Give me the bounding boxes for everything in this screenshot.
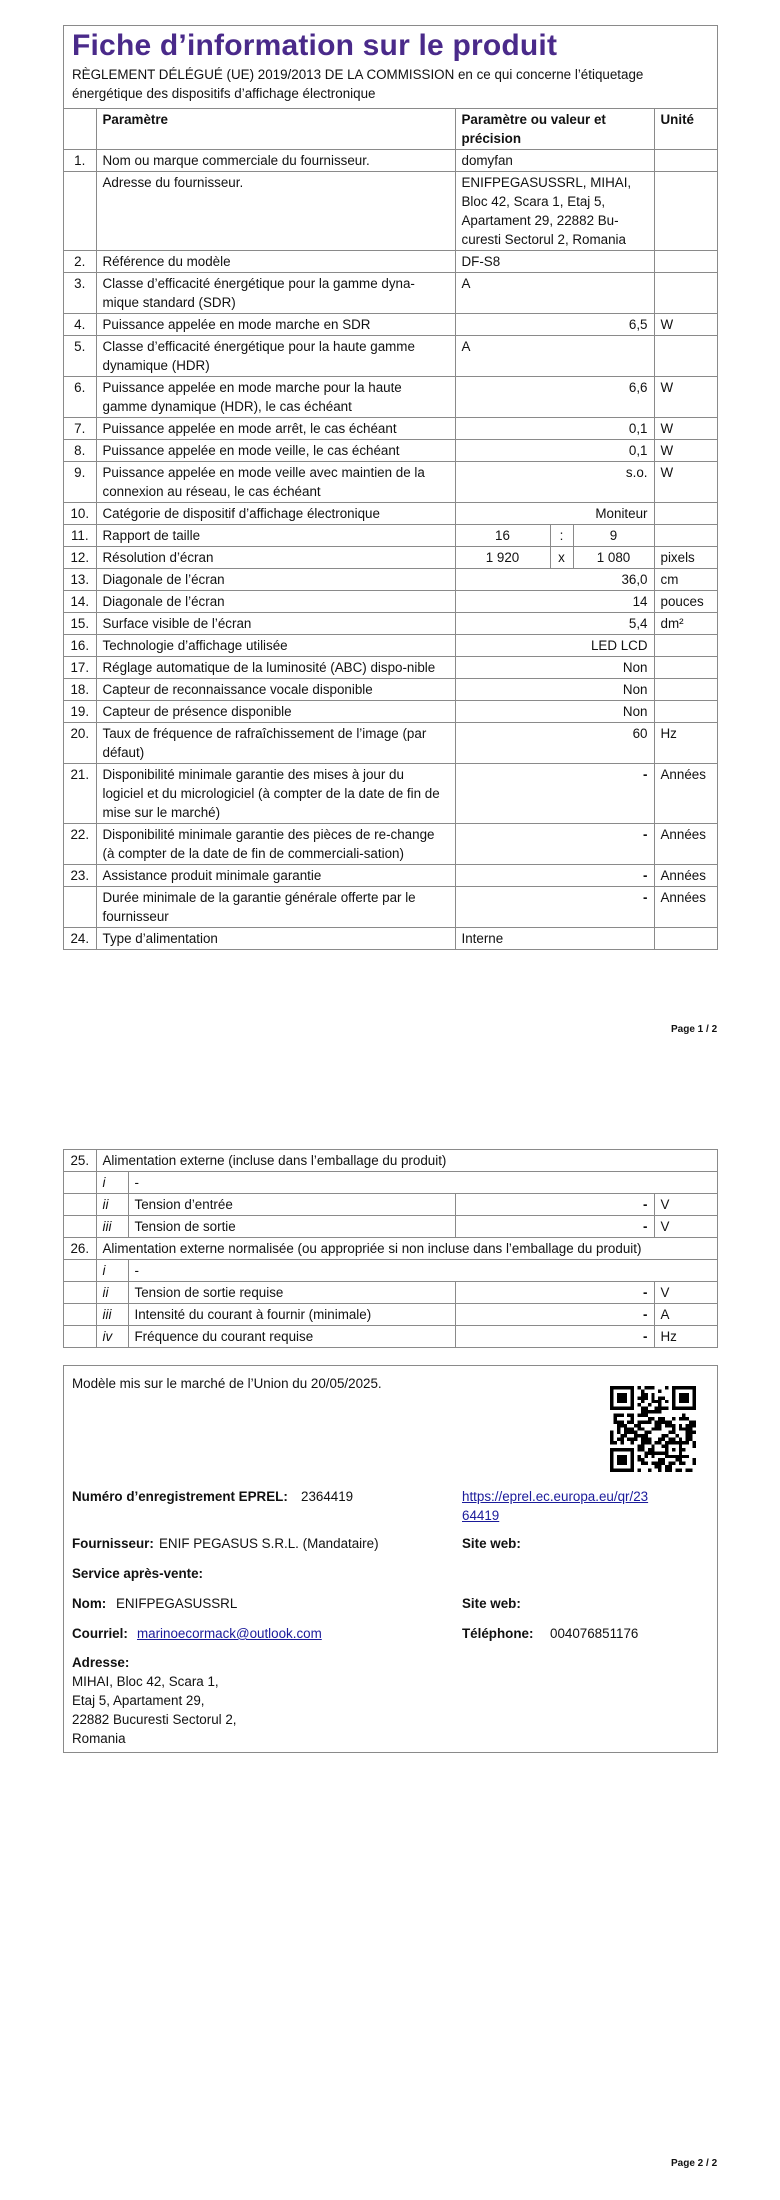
unit-cell: Années <box>654 824 717 865</box>
unit-cell: Années <box>654 764 717 824</box>
row-number <box>64 172 96 251</box>
phone-label: Téléphone: <box>462 1626 534 1641</box>
external-power-table <box>63 1149 718 1348</box>
sub-index: iii <box>96 1304 128 1326</box>
regulation-subtitle: RÈGLEMENT DÉLÉGUÉ (UE) 2019/2013 DE LA COMMISSION en ce qui concerne l’étiquetage énergétique des dispositifs d’affichage électronique <box>64 63 717 109</box>
sub-row <box>64 1194 717 1216</box>
param-label: Résolution d’écran <box>96 547 455 569</box>
param-label: Référence du modèle <box>96 251 455 273</box>
param-label: Adresse du fournisseur. <box>96 172 455 251</box>
section-row <box>64 1150 717 1172</box>
header-param: Paramètre <box>96 109 455 150</box>
param-label: Diagonale de l’écran <box>96 591 455 613</box>
sub-value: - <box>455 1194 654 1216</box>
table-row <box>64 377 717 418</box>
sub-row <box>64 1304 717 1326</box>
header-unit: Unité <box>654 109 717 150</box>
sub-row <box>64 1260 717 1282</box>
row-number: 16. <box>64 635 96 657</box>
unit-cell <box>654 928 717 950</box>
sub-unit: V <box>654 1282 717 1304</box>
unit-cell: dm² <box>654 613 717 635</box>
sub-index: i <box>96 1260 128 1282</box>
blank-cell <box>64 1304 96 1326</box>
row-number: 19. <box>64 701 96 723</box>
unit-cell <box>654 503 717 525</box>
page-number: Page 2 / 2 <box>671 2158 718 2169</box>
sub-index: ii <box>96 1194 128 1216</box>
row-number: 5. <box>64 336 96 377</box>
website-label: Site web: <box>462 1536 521 1551</box>
section-title: Alimentation externe (incluse dans l’emballage du produit) <box>96 1150 717 1172</box>
eprel-label: Numéro d’enregistrement EPREL: <box>72 1489 288 1504</box>
name-label: Nom: <box>72 1596 107 1611</box>
param-label: Classe d’efficacité énergétique pour la haute gamme dynamique (HDR) <box>96 336 455 377</box>
table-row <box>64 679 717 701</box>
table-row <box>64 569 717 591</box>
product-info-sheet <box>63 25 718 950</box>
param-label: Surface visible de l’écran <box>96 613 455 635</box>
sub-label: - <box>128 1260 717 1282</box>
sub-label: Intensité du courant à fournir (minimale) <box>128 1304 455 1326</box>
param-value: 5,4 <box>455 613 654 635</box>
sub-value: - <box>455 1326 654 1348</box>
sub-value: - <box>455 1304 654 1326</box>
email-link[interactable]: marinoecormack@outlook.com <box>137 1626 322 1641</box>
address-label: Adresse: <box>72 1655 130 1670</box>
table-row <box>64 525 717 547</box>
table-row <box>64 462 717 503</box>
service-website-label: Site web: <box>462 1596 521 1611</box>
param-label: Catégorie de dispositif d’affichage électronique <box>96 503 455 525</box>
row-number: 15. <box>64 613 96 635</box>
row-number: 17. <box>64 657 96 679</box>
param-value: 0,1 <box>455 418 654 440</box>
row-number: 18. <box>64 679 96 701</box>
table-row <box>64 547 717 569</box>
sub-unit: V <box>654 1216 717 1238</box>
blank-cell <box>64 1260 96 1282</box>
sub-row <box>64 1216 717 1238</box>
param-label: Réglage automatique de la luminosité (ABC) dispo-nible <box>96 657 455 679</box>
name-value: ENIFPEGASUSSRL <box>116 1596 238 1611</box>
table-row <box>64 172 717 251</box>
sub-label: Fréquence du courant requise <box>128 1326 455 1348</box>
param-label: Disponibilité minimale garantie des pièces de re-change (à compter de la date de fin de commerciali-sation) <box>96 824 455 865</box>
blank-cell <box>64 1172 96 1194</box>
sub-value: - <box>455 1282 654 1304</box>
supplier-value: ENIF PEGASUS S.R.L. (Mandataire) <box>159 1536 379 1551</box>
sub-label: Tension de sortie requise <box>128 1282 455 1304</box>
param-label: Taux de fréquence de rafraîchissement de l’image (par défaut) <box>96 723 455 764</box>
param-label: Classe d’efficacité énergétique pour la gamme dyna-mique standard (SDR) <box>96 273 455 314</box>
unit-cell: W <box>654 314 717 336</box>
unit-cell: Années <box>654 887 717 928</box>
row-number <box>64 887 96 928</box>
unit-cell <box>654 679 717 701</box>
param-label: Disponibilité minimale garantie des mises à jour du logiciel et du micrologiciel (à compter de la date de fin de mise sur le marché) <box>96 764 455 824</box>
sub-label: Tension de sortie <box>128 1216 455 1238</box>
param-value: LED LCD <box>455 635 654 657</box>
unit-cell: W <box>654 440 717 462</box>
row-number: 13. <box>64 569 96 591</box>
param-label: Nom ou marque commerciale du fournisseur. <box>96 150 455 172</box>
param-value: 0,1 <box>455 440 654 462</box>
param-value: Moniteur <box>455 503 654 525</box>
unit-cell: Années <box>654 865 717 887</box>
value-part: 9 <box>573 525 654 547</box>
unit-cell <box>654 635 717 657</box>
sub-label: Tension d’entrée <box>128 1194 455 1216</box>
table-row <box>64 928 717 950</box>
unit-cell: cm <box>654 569 717 591</box>
parameter-table <box>64 109 717 949</box>
param-label: Rapport de taille <box>96 525 455 547</box>
table-row <box>64 865 717 887</box>
param-label: Puissance appelée en mode marche pour la haute gamme dynamique (HDR), le cas échéant <box>96 377 455 418</box>
param-value: Non <box>455 679 654 701</box>
qr-code[interactable] <box>610 1386 696 1472</box>
table-header-row <box>64 109 717 150</box>
row-number: 2. <box>64 251 96 273</box>
after-sales-label: Service après-vente: <box>72 1566 204 1581</box>
unit-cell <box>654 172 717 251</box>
param-label: Puissance appelée en mode marche en SDR <box>96 314 455 336</box>
market-date: Modèle mis sur le marché de l’Union du 20/05/2025. <box>72 1376 382 1391</box>
row-number: 1. <box>64 150 96 172</box>
sub-value: - <box>455 1216 654 1238</box>
value-separator: : <box>550 525 573 547</box>
param-label: Diagonale de l’écran <box>96 569 455 591</box>
page-number: Page 1 / 2 <box>671 1024 718 1035</box>
table-row <box>64 887 717 928</box>
unit-cell <box>654 657 717 679</box>
sub-index: iii <box>96 1216 128 1238</box>
param-value: A <box>455 336 654 377</box>
unit-cell <box>654 273 717 314</box>
param-value: - <box>455 865 654 887</box>
unit-cell: W <box>654 418 717 440</box>
param-value: ENIFPEGASUSSRL, MIHAI, Bloc 42, Scara 1, Etaj 5, Apartament 29, 22882 Bu-curesti Sectorul 2, Romania <box>455 172 654 251</box>
sub-index: iv <box>96 1326 128 1348</box>
sub-index: ii <box>96 1282 128 1304</box>
param-value: - <box>455 887 654 928</box>
unit-cell <box>654 251 717 273</box>
table-row <box>64 764 717 824</box>
row-number: 25. <box>64 1150 96 1172</box>
table-row <box>64 635 717 657</box>
row-number: 26. <box>64 1238 96 1260</box>
row-number: 20. <box>64 723 96 764</box>
sub-row <box>64 1282 717 1304</box>
row-number: 4. <box>64 314 96 336</box>
table-row <box>64 657 717 679</box>
table-row <box>64 418 717 440</box>
header-value: Paramètre ou valeur et précision <box>455 109 654 150</box>
param-value: Non <box>455 701 654 723</box>
blank-cell <box>64 1216 96 1238</box>
blank-cell <box>64 1194 96 1216</box>
unit-cell: W <box>654 462 717 503</box>
param-value: 6,6 <box>455 377 654 418</box>
param-label: Puissance appelée en mode arrêt, le cas échéant <box>96 418 455 440</box>
row-number: 7. <box>64 418 96 440</box>
param-value: Non <box>455 657 654 679</box>
table-row <box>64 824 717 865</box>
value-part: 1 920 <box>455 547 550 569</box>
address-line: 22882 Bucuresti Sectorul 2, <box>72 1712 237 1727</box>
section-title: Alimentation externe normalisée (ou appropriée si non incluse dans l’emballage du produit) <box>96 1238 717 1260</box>
param-value: - <box>455 824 654 865</box>
param-value: domyfan <box>455 150 654 172</box>
row-number: 6. <box>64 377 96 418</box>
table-row <box>64 613 717 635</box>
unit-cell: pixels <box>654 547 717 569</box>
row-number: 9. <box>64 462 96 503</box>
sub-index: i <box>96 1172 128 1194</box>
unit-cell: Hz <box>654 723 717 764</box>
table-row <box>64 701 717 723</box>
sub-unit: Hz <box>654 1326 717 1348</box>
unit-cell <box>654 336 717 377</box>
unit-cell <box>654 525 717 547</box>
value-separator: x <box>550 547 573 569</box>
param-label: Technologie d’affichage utilisée <box>96 635 455 657</box>
table-row <box>64 503 717 525</box>
address-line: MIHAI, Bloc 42, Scara 1, <box>72 1674 219 1689</box>
table-row <box>64 273 717 314</box>
param-label: Capteur de reconnaissance vocale disponible <box>96 679 455 701</box>
param-label: Puissance appelée en mode veille avec maintien de la connexion au réseau, le cas échéant <box>96 462 455 503</box>
param-value: A <box>455 273 654 314</box>
eprel-link[interactable]: https://eprel.ec.europa.eu/qr/23 64419 <box>462 1489 649 1523</box>
sub-unit: A <box>654 1304 717 1326</box>
param-value: Interne <box>455 928 654 950</box>
address-line: Etaj 5, Apartament 29, <box>72 1693 205 1708</box>
phone-value: 004076851176 <box>550 1626 639 1641</box>
param-label: Durée minimale de la garantie générale offerte par le fournisseur <box>96 887 455 928</box>
unit-cell <box>654 701 717 723</box>
param-value: 60 <box>455 723 654 764</box>
row-number: 12. <box>64 547 96 569</box>
supplier-label: Fournisseur: <box>72 1536 154 1551</box>
unit-cell: pouces <box>654 591 717 613</box>
table-row <box>64 440 717 462</box>
param-label: Capteur de présence disponible <box>96 701 455 723</box>
row-number: 10. <box>64 503 96 525</box>
param-value: 36,0 <box>455 569 654 591</box>
table-row <box>64 251 717 273</box>
blank-cell <box>64 1326 96 1348</box>
param-value: 14 <box>455 591 654 613</box>
sub-row <box>64 1326 717 1348</box>
unit-cell: W <box>654 377 717 418</box>
row-number: 23. <box>64 865 96 887</box>
table-row <box>64 150 717 172</box>
page-title: Fiche d’information sur le produit <box>72 29 558 62</box>
row-number: 3. <box>64 273 96 314</box>
value-part: 1 080 <box>573 547 654 569</box>
param-label: Type d’alimentation <box>96 928 455 950</box>
param-value: 6,5 <box>455 314 654 336</box>
row-number: 8. <box>64 440 96 462</box>
row-number: 22. <box>64 824 96 865</box>
param-label: Assistance produit minimale garantie <box>96 865 455 887</box>
email-label: Courriel: <box>72 1626 128 1641</box>
supplier-info-box <box>63 1365 718 1753</box>
section-row <box>64 1238 717 1260</box>
blank-cell <box>64 1282 96 1304</box>
sub-unit: V <box>654 1194 717 1216</box>
row-number: 24. <box>64 928 96 950</box>
row-number: 14. <box>64 591 96 613</box>
address-line: Romania <box>72 1731 126 1746</box>
table-row <box>64 723 717 764</box>
table-row <box>64 336 717 377</box>
param-value: - <box>455 764 654 824</box>
table-row <box>64 314 717 336</box>
param-label: Puissance appelée en mode veille, le cas échéant <box>96 440 455 462</box>
unit-cell <box>654 150 717 172</box>
sub-label: - <box>128 1172 717 1194</box>
eprel-number: 2364419 <box>301 1489 354 1504</box>
row-number: 21. <box>64 764 96 824</box>
sub-row <box>64 1172 717 1194</box>
param-value: DF-S8 <box>455 251 654 273</box>
table-row <box>64 591 717 613</box>
value-part: 16 <box>455 525 550 547</box>
row-number: 11. <box>64 525 96 547</box>
param-value: s.o. <box>455 462 654 503</box>
